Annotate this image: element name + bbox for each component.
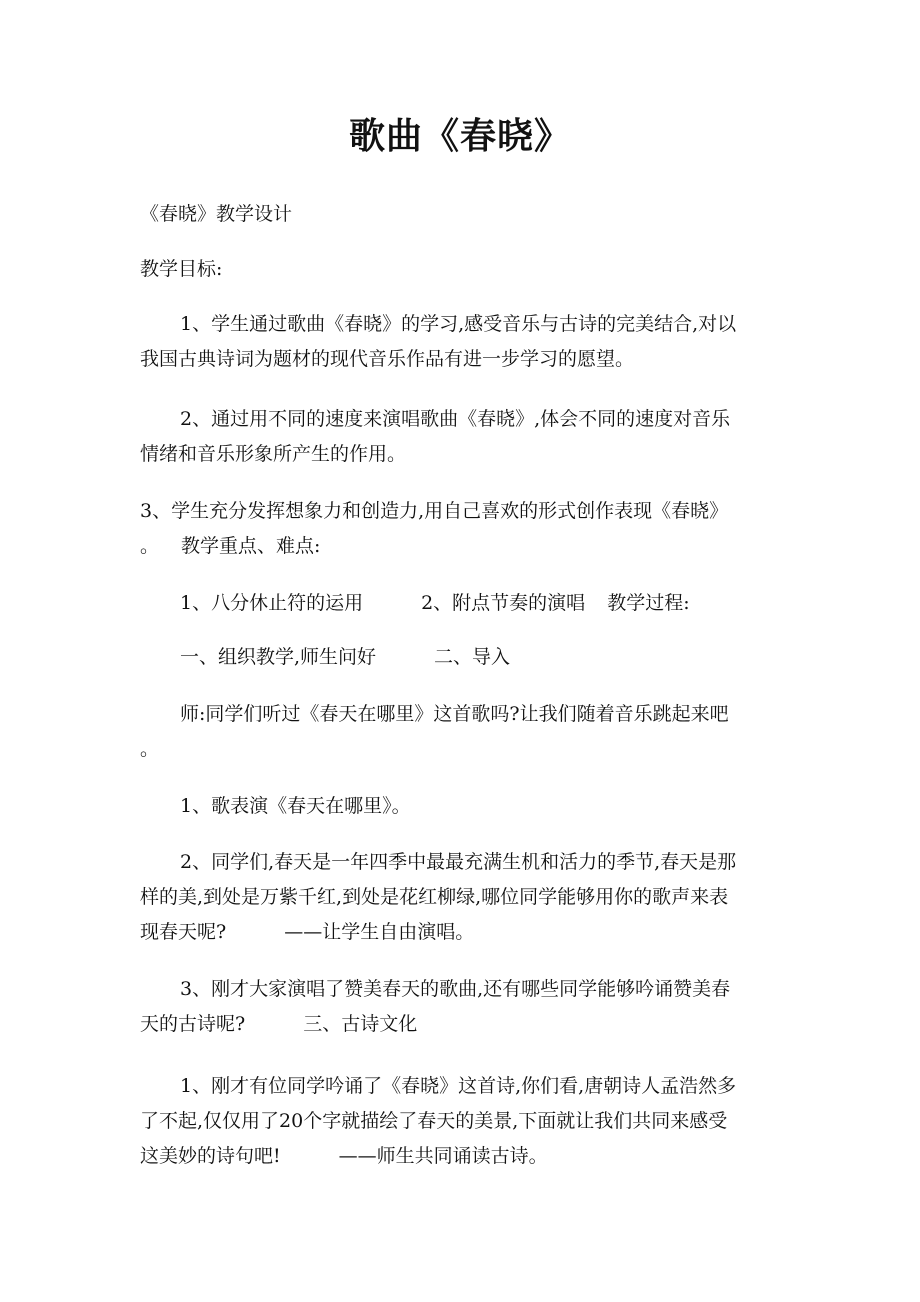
item-2-line-2: 样的美,到处是万紫千红,到处是花红柳绿,哪位同学能够用你的歌声来表 (140, 886, 729, 908)
key-point-1: 1、八分休止符的运用 (180, 592, 364, 614)
objectives-heading (140, 252, 785, 287)
item-2-line-1: 2、同学们,春天是一年四季中最最充满生机和活力的季节,春天是那 (180, 851, 737, 873)
item-3-line-2b: 三、古诗文化 (303, 1013, 418, 1035)
key-points-row (140, 586, 785, 621)
teacher-line-1: 师:同学们听过《春天在哪里》这首歌吗?让我们随着音乐跳起来吧 (180, 703, 729, 725)
objective-2-line-2: 情绪和音乐形象所产生的作用。 (140, 443, 407, 465)
key-point-2: 2、附点节奏的演唱 (421, 592, 586, 614)
objective-1 (140, 307, 785, 377)
steps-row (140, 640, 785, 675)
objective-3 (140, 494, 785, 564)
key-points-heading: 教学重点、难点: (181, 535, 321, 557)
poem-line-3 (140, 1139, 785, 1174)
objective-3-line-1: 3、学生充分发挥想象力和创造力,用自己喜欢的形式创作表现《春晓》 (140, 500, 729, 522)
teacher-intro (140, 697, 785, 767)
objective-2 (140, 402, 785, 472)
item-1-text: 1、歌表演《春天在哪里》。 (180, 795, 411, 817)
objective-3-end: 。 (140, 535, 160, 557)
steps-line (140, 640, 785, 675)
subtitle (140, 197, 785, 232)
subtitle-text: 《春晓》教学设计 (140, 203, 293, 225)
process-heading: 教学过程: (607, 592, 690, 614)
poem-line-2: 了不起,仅仅用了20个字就描绘了春天的美景,下面就让我们共同来感受 (140, 1110, 728, 1132)
poem-intro (140, 1069, 785, 1174)
objective-1-line-1: 1、学生通过歌曲《春晓》的学习,感受音乐与古诗的完美结合,对以 (180, 313, 737, 335)
key-points-line (140, 586, 785, 621)
step-2: 二、导入 (434, 646, 511, 668)
objective-1-line-2: 我国古典诗词为题材的现代音乐作品有进一步学习的愿望。 (140, 348, 635, 370)
item-2 (140, 845, 785, 950)
item-2-line-3 (140, 915, 785, 950)
item-3-line-2 (140, 1007, 785, 1042)
poem-line-3b: ——师生共同诵读古诗。 (338, 1145, 548, 1167)
item-1 (140, 789, 785, 824)
item-3-line-1: 3、刚才大家演唱了赞美春天的歌曲,还有哪些同学能够吟诵赞美春 (180, 978, 731, 1000)
objective-3-line-2 (140, 529, 785, 564)
teacher-line-2: 。 (140, 738, 160, 760)
item-2-line-3b: ——让学生自由演唱。 (284, 921, 475, 943)
item-2-line-3a: 现春天呢? (140, 921, 227, 943)
document-title: 歌曲《春晓》 (348, 115, 571, 157)
poem-line-1: 1、刚才有位同学吟诵了《春晓》这首诗,你们看,唐朝诗人孟浩然多 (180, 1075, 737, 1097)
objectives-heading-text: 教学目标: (140, 258, 223, 280)
step-1: 一、组织教学,师生问好 (180, 646, 377, 668)
poem-line-3a: 这美妙的诗句吧! (140, 1145, 281, 1167)
objective-2-line-1: 2、通过用不同的速度来演唱歌曲《春晓》,体会不同的速度对音乐 (180, 408, 731, 430)
item-3 (140, 972, 785, 1042)
item-3-line-2a: 天的古诗呢? (140, 1013, 246, 1035)
